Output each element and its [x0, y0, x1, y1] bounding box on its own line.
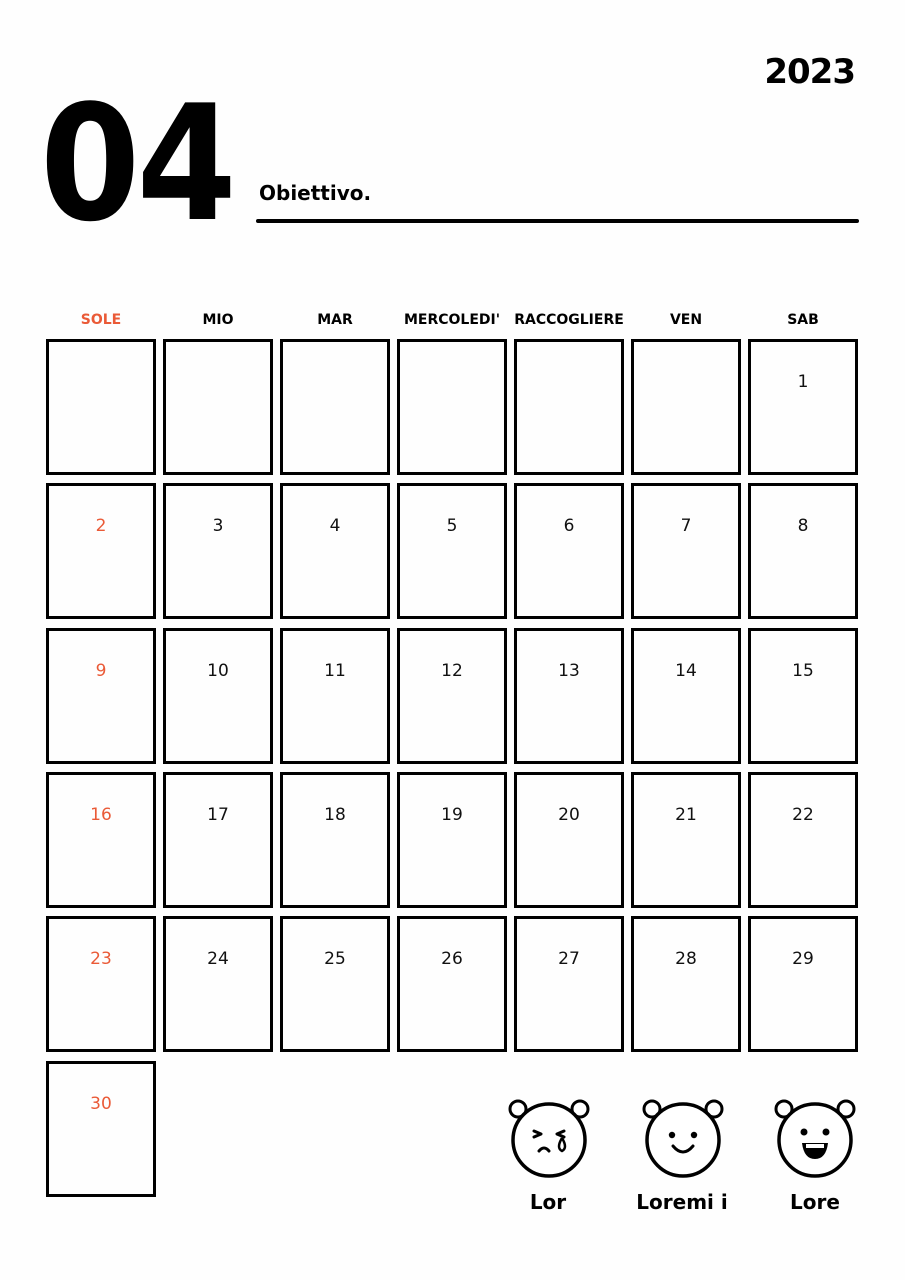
mood-label-1: Lor — [529, 1190, 567, 1214]
empty-day-cell[interactable] — [397, 339, 507, 475]
day-cell[interactable] — [631, 772, 741, 908]
day-cell[interactable] — [163, 628, 273, 764]
day-number: 7 — [680, 516, 692, 536]
day-number: 26 — [441, 949, 463, 969]
day-cell[interactable] — [280, 916, 390, 1052]
goal-label: Obiettivo. — [259, 181, 372, 205]
day-cell[interactable] — [397, 628, 507, 764]
day-cell[interactable] — [46, 628, 156, 764]
day-number: 30 — [90, 1094, 112, 1114]
weekday-label: MIO — [202, 312, 234, 328]
laughing-bear-face-icon — [773, 1098, 857, 1178]
goal-line — [256, 219, 859, 223]
day-cell[interactable] — [397, 916, 507, 1052]
day-number: 15 — [792, 661, 814, 681]
day-cell[interactable] — [163, 916, 273, 1052]
day-number: 17 — [207, 805, 229, 825]
day-number: 13 — [558, 661, 580, 681]
day-number: 5 — [446, 516, 458, 536]
day-number: 12 — [441, 661, 463, 681]
day-number: 4 — [329, 516, 341, 536]
day-number: 14 — [675, 661, 697, 681]
empty-day-cell[interactable] — [163, 339, 273, 475]
day-cell[interactable] — [397, 772, 507, 908]
month-number: 04 — [40, 70, 234, 257]
day-number: 6 — [563, 516, 575, 536]
day-number: 19 — [441, 805, 463, 825]
weekday-label: SOLE — [80, 312, 122, 328]
day-number: 9 — [95, 661, 107, 681]
day-cell[interactable] — [163, 483, 273, 619]
day-number: 20 — [558, 805, 580, 825]
day-number: 23 — [90, 949, 112, 969]
day-cell[interactable] — [514, 628, 624, 764]
weekday-label: MAR — [317, 312, 353, 328]
day-cell[interactable] — [631, 628, 741, 764]
mood-label-2: Loremi i — [636, 1190, 728, 1214]
day-cell[interactable] — [280, 628, 390, 764]
day-cell[interactable] — [748, 339, 858, 475]
day-cell[interactable] — [46, 772, 156, 908]
day-cell[interactable] — [748, 916, 858, 1052]
day-number: 29 — [792, 949, 814, 969]
day-cell[interactable] — [514, 772, 624, 908]
day-number: 22 — [792, 805, 814, 825]
day-number: 16 — [90, 805, 112, 825]
crying-bear-face-icon — [507, 1098, 591, 1178]
day-number: 25 — [324, 949, 346, 969]
day-number: 2 — [95, 516, 107, 536]
weekday-label: SAB — [787, 312, 819, 328]
day-cell[interactable] — [631, 483, 741, 619]
day-cell[interactable] — [163, 772, 273, 908]
day-cell[interactable] — [748, 772, 858, 908]
empty-day-cell[interactable] — [631, 339, 741, 475]
day-cell[interactable] — [46, 916, 156, 1052]
weekday-label: MERCOLEDI' — [403, 312, 501, 328]
weekday-label: RACCOGLIERE — [514, 312, 624, 328]
empty-day-cell[interactable] — [514, 339, 624, 475]
year-label: 2023 — [764, 52, 855, 92]
mood-label-3: Lore — [790, 1190, 840, 1214]
day-cell[interactable] — [280, 772, 390, 908]
day-number: 3 — [212, 516, 224, 536]
day-cell[interactable] — [280, 483, 390, 619]
day-cell[interactable] — [397, 483, 507, 619]
day-number: 10 — [207, 661, 229, 681]
empty-day-cell[interactable] — [46, 339, 156, 475]
day-number: 28 — [675, 949, 697, 969]
weekday-label: VEN — [669, 312, 703, 328]
day-cell[interactable] — [748, 628, 858, 764]
day-number: 18 — [324, 805, 346, 825]
day-number: 1 — [797, 372, 809, 392]
day-cell[interactable] — [514, 916, 624, 1052]
day-cell[interactable] — [748, 483, 858, 619]
day-number: 8 — [797, 516, 809, 536]
day-cell[interactable] — [631, 916, 741, 1052]
day-number: 27 — [558, 949, 580, 969]
day-number: 21 — [675, 805, 697, 825]
smiling-bear-face-icon — [641, 1098, 725, 1178]
day-cell[interactable] — [46, 483, 156, 619]
empty-day-cell[interactable] — [280, 339, 390, 475]
day-cell[interactable] — [46, 1061, 156, 1197]
day-cell[interactable] — [514, 483, 624, 619]
day-number: 24 — [207, 949, 229, 969]
day-number: 11 — [324, 661, 346, 681]
